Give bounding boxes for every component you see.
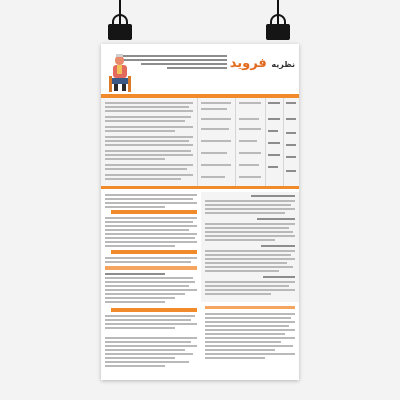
- poster-sheet: [101, 44, 299, 380]
- section-divider: [101, 186, 299, 189]
- seated-man-illustration: [109, 54, 131, 92]
- title-prefix: نظریه: [271, 60, 295, 69]
- binder-clip-icon: [266, 24, 290, 40]
- poster-title: [230, 56, 295, 71]
- title-main: فروید: [229, 56, 267, 71]
- binder-clip-icon: [108, 24, 132, 40]
